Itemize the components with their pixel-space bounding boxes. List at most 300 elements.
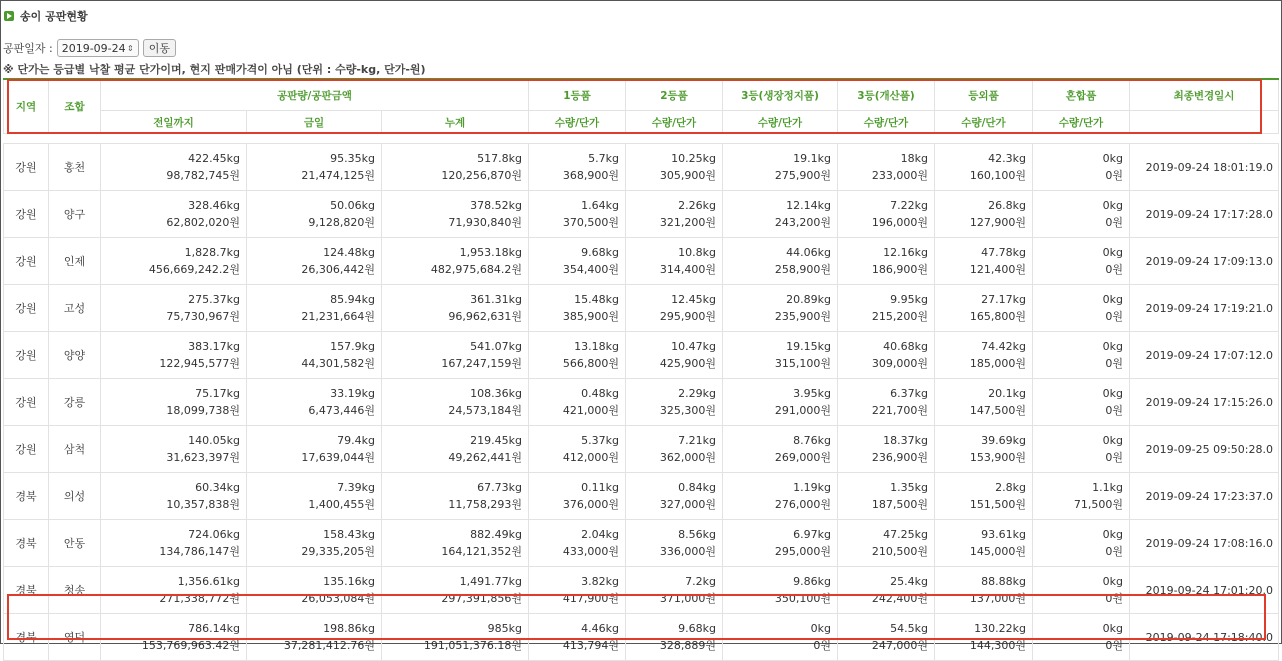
cell-amount: 421,000원 [562, 404, 619, 417]
cell-g2 [626, 426, 723, 473]
cell-g1 [529, 238, 626, 285]
cell-g3a [723, 426, 838, 473]
cell-quantity: 85.94kg [330, 293, 375, 306]
cell-amount: 29,335,205원 [301, 545, 375, 558]
cell-amount: 160,100원 [969, 169, 1026, 182]
header-qty-price: 수량/단가 [529, 111, 626, 134]
cell-quantity: 0kg [1102, 199, 1123, 212]
cell-quantity: 9.68kg [581, 246, 619, 259]
cell-quantity: 8.76kg [793, 434, 831, 447]
cell-g1 [529, 332, 626, 379]
cell-updated: 2019-09-24 17:18:40.0 [1130, 614, 1279, 661]
cell-g1 [529, 285, 626, 332]
cell-amount: 456,669,242.2원 [148, 263, 240, 276]
cell-today [247, 567, 382, 614]
cell-prev [101, 379, 247, 426]
cell-amount: 276,000원 [774, 498, 831, 511]
cell-g2 [626, 332, 723, 379]
cell-amount: 0원 [1105, 169, 1123, 182]
header-qty-price: 수량/단가 [935, 111, 1033, 134]
cell-total [382, 144, 529, 191]
table-row [4, 473, 1279, 520]
cell-updated: 2019-09-24 17:01:20.0 [1130, 567, 1279, 614]
cell-region: 경북 [4, 520, 49, 567]
cell-g3a [723, 332, 838, 379]
cell-quantity: 124.48kg [323, 246, 375, 259]
cell-quantity: 140.05kg [188, 434, 240, 447]
date-label: 공판일자 : [3, 42, 53, 55]
cell-amount: 167,247,159원 [441, 357, 522, 370]
cell-quantity: 985kg [487, 622, 522, 635]
cell-g3a [723, 614, 838, 661]
move-button[interactable]: 이동 [143, 39, 176, 57]
cell-quantity: 88.88kg [981, 575, 1026, 588]
header-qty-price: 수량/단가 [838, 111, 935, 134]
cell-amount: 196,000원 [871, 216, 928, 229]
cell-today [247, 379, 382, 426]
cell-amount: 9,128,820원 [308, 216, 375, 229]
cell-union: 고성 [49, 285, 101, 332]
cell-prev [101, 520, 247, 567]
cell-quantity: 135.16kg [323, 575, 375, 588]
cell-amount: 21,231,664원 [301, 310, 375, 323]
cell-union: 청송 [49, 567, 101, 614]
cell-quantity: 13.18kg [574, 340, 619, 353]
cell-g3b [838, 520, 935, 567]
cell-union: 인제 [49, 238, 101, 285]
cell-amount: 0원 [1105, 310, 1123, 323]
table-row [4, 379, 1279, 426]
cell-prev [101, 567, 247, 614]
page-title: 송이 공판현황 [20, 10, 88, 23]
cell-amount: 325,300원 [659, 404, 716, 417]
table-row [4, 285, 1279, 332]
cell-union: 양구 [49, 191, 101, 238]
cell-quantity: 0.11kg [581, 481, 619, 494]
cell-updated: 2019-09-24 17:19:21.0 [1130, 285, 1279, 332]
cell-total [382, 191, 529, 238]
cell-amount: 242,400원 [871, 592, 928, 605]
cell-off [935, 473, 1033, 520]
cell-g3a [723, 520, 838, 567]
cell-quantity: 541.07kg [470, 340, 522, 353]
cell-quantity: 60.34kg [195, 481, 240, 494]
cell-updated: 2019-09-24 17:17:28.0 [1130, 191, 1279, 238]
cell-today [247, 426, 382, 473]
cell-off [935, 520, 1033, 567]
cell-quantity: 0kg [1102, 528, 1123, 541]
cell-quantity: 786.14kg [188, 622, 240, 635]
cell-amount: 482,975,684.2원 [430, 263, 522, 276]
header-qty-price: 수량/단가 [626, 111, 723, 134]
header-grade1: 1등품 [529, 79, 626, 111]
cell-quantity: 0kg [1102, 152, 1123, 165]
cell-quantity: 47.78kg [981, 246, 1026, 259]
cell-quantity: 54.5kg [890, 622, 928, 635]
cell-g3b [838, 144, 935, 191]
cell-union: 홍천 [49, 144, 101, 191]
cell-quantity: 0kg [1102, 575, 1123, 588]
cell-updated: 2019-09-24 17:09:13.0 [1130, 238, 1279, 285]
header-last-updated: 최종변경일시 [1130, 79, 1279, 111]
header-union: 조합 [49, 79, 101, 134]
cell-quantity: 882.49kg [470, 528, 522, 541]
cell-amount: 151,500원 [969, 498, 1026, 511]
cell-quantity: 9.68kg [678, 622, 716, 635]
header-empty [1130, 111, 1279, 134]
cell-quantity: 3.82kg [581, 575, 619, 588]
date-filter [3, 39, 176, 57]
auction-table [3, 78, 1279, 661]
cell-prev [101, 332, 247, 379]
cell-off [935, 191, 1033, 238]
cell-amount: 370,500원 [562, 216, 619, 229]
cell-g2 [626, 473, 723, 520]
play-bullet-icon [4, 11, 14, 21]
cell-amount: 305,900원 [659, 169, 716, 182]
cell-quantity: 0.84kg [678, 481, 716, 494]
cell-amount: 120,256,870원 [441, 169, 522, 182]
cell-quantity: 25.4kg [890, 575, 928, 588]
cell-amount: 315,100원 [774, 357, 831, 370]
chevron-updown-icon: ⇕ [127, 43, 134, 53]
cell-quantity: 361.31kg [470, 293, 522, 306]
cell-total [382, 473, 529, 520]
cell-amount: 122,945,577원 [159, 357, 240, 370]
table-row [4, 426, 1279, 473]
cell-quantity: 50.06kg [330, 199, 375, 212]
cell-g3a [723, 567, 838, 614]
cell-amount: 417,900원 [562, 592, 619, 605]
cell-quantity: 0kg [1102, 246, 1123, 259]
cell-total [382, 426, 529, 473]
cell-quantity: 20.89kg [786, 293, 831, 306]
cell-quantity: 39.69kg [981, 434, 1026, 447]
cell-quantity: 7.21kg [678, 434, 716, 447]
cell-union: 영덕 [49, 614, 101, 661]
cell-amount: 258,900원 [774, 263, 831, 276]
cell-quantity: 20.1kg [988, 387, 1026, 400]
cell-amount: 0원 [1105, 545, 1123, 558]
cell-amount: 0원 [1105, 639, 1123, 652]
cell-g3a [723, 238, 838, 285]
cell-g3a [723, 473, 838, 520]
cell-amount: 26,306,442원 [301, 263, 375, 276]
header-cumulative: 누계 [382, 111, 529, 134]
cell-amount: 165,800원 [969, 310, 1026, 323]
cell-g3b [838, 332, 935, 379]
cell-quantity: 44.06kg [786, 246, 831, 259]
cell-amount: 291,000원 [774, 404, 831, 417]
cell-amount: 0원 [813, 639, 831, 652]
header-sales-group: 공판량/공판금액 [101, 79, 529, 111]
cell-updated: 2019-09-24 17:23:37.0 [1130, 473, 1279, 520]
cell-amount: 144,300원 [969, 639, 1026, 652]
cell-quantity: 198.86kg [323, 622, 375, 635]
cell-quantity: 18.37kg [883, 434, 928, 447]
header-prev-total: 전일까지 [101, 111, 247, 134]
cell-amount: 0원 [1105, 357, 1123, 370]
cell-amount: 0원 [1105, 216, 1123, 229]
cell-amount: 164,121,352원 [441, 545, 522, 558]
cell-g1 [529, 520, 626, 567]
cell-quantity: 724.06kg [188, 528, 240, 541]
cell-quantity: 79.4kg [337, 434, 375, 447]
cell-quantity: 40.68kg [883, 340, 928, 353]
cell-amount: 96,962,631원 [448, 310, 522, 323]
cell-mix [1033, 473, 1130, 520]
cell-amount: 271,338,772원 [159, 592, 240, 605]
cell-quantity: 378.52kg [470, 199, 522, 212]
cell-quantity: 9.95kg [890, 293, 928, 306]
cell-quantity: 12.16kg [883, 246, 928, 259]
cell-prev [101, 285, 247, 332]
cell-quantity: 10.25kg [671, 152, 716, 165]
cell-amount: 269,000원 [774, 451, 831, 464]
cell-prev [101, 473, 247, 520]
cell-quantity: 1.19kg [793, 481, 831, 494]
cell-quantity: 158.43kg [323, 528, 375, 541]
cell-today [247, 238, 382, 285]
cell-quantity: 0kg [1102, 293, 1123, 306]
cell-g2 [626, 238, 723, 285]
cell-amount: 0원 [1105, 263, 1123, 276]
cell-total [382, 285, 529, 332]
cell-amount: 215,200원 [871, 310, 928, 323]
table-row [4, 520, 1279, 567]
cell-amount: 295,000원 [774, 545, 831, 558]
cell-off [935, 379, 1033, 426]
cell-quantity: 108.36kg [470, 387, 522, 400]
cell-amount: 243,200원 [774, 216, 831, 229]
cell-quantity: 2.29kg [678, 387, 716, 400]
cell-g3b [838, 238, 935, 285]
cell-quantity: 1.1kg [1092, 481, 1123, 494]
cell-quantity: 93.61kg [981, 528, 1026, 541]
header-offgrade: 등외품 [935, 79, 1033, 111]
cell-amount: 425,900원 [659, 357, 716, 370]
cell-amount: 71,930,840원 [448, 216, 522, 229]
cell-g3b [838, 567, 935, 614]
table-row [4, 144, 1279, 191]
cell-amount: 354,400원 [562, 263, 619, 276]
header-region: 지역 [4, 79, 49, 134]
cell-quantity: 12.45kg [671, 293, 716, 306]
header-mixed: 혼합품 [1033, 79, 1130, 111]
cell-quantity: 157.9kg [330, 340, 375, 353]
cell-off [935, 285, 1033, 332]
cell-amount: 186,900원 [871, 263, 928, 276]
cell-amount: 376,000원 [562, 498, 619, 511]
cell-g3b [838, 191, 935, 238]
cell-prev [101, 144, 247, 191]
cell-g1 [529, 144, 626, 191]
cell-quantity: 1,828.7kg [184, 246, 240, 259]
cell-g2 [626, 520, 723, 567]
cell-quantity: 9.86kg [793, 575, 831, 588]
cell-amount: 191,051,376.18원 [423, 639, 522, 652]
cell-quantity: 7.2kg [685, 575, 716, 588]
cell-quantity: 18kg [900, 152, 928, 165]
cell-union: 강릉 [49, 379, 101, 426]
cell-quantity: 0kg [1102, 340, 1123, 353]
cell-amount: 413,794원 [562, 639, 619, 652]
table-body [4, 134, 1279, 661]
cell-quantity: 10.8kg [678, 246, 716, 259]
cell-g1 [529, 379, 626, 426]
cell-mix [1033, 614, 1130, 661]
cell-amount: 297,391,856원 [441, 592, 522, 605]
cell-amount: 137,000원 [969, 592, 1026, 605]
page-header [4, 8, 88, 24]
cell-mix [1033, 285, 1130, 332]
cell-region: 강원 [4, 426, 49, 473]
cell-quantity: 0.48kg [581, 387, 619, 400]
cell-amount: 328,889원 [659, 639, 716, 652]
cell-g3a [723, 144, 838, 191]
cell-amount: 336,000원 [659, 545, 716, 558]
cell-quantity: 12.14kg [786, 199, 831, 212]
cell-quantity: 10.47kg [671, 340, 716, 353]
cell-amount: 433,000원 [562, 545, 619, 558]
cell-amount: 31,623,397원 [166, 451, 240, 464]
cell-quantity: 0kg [810, 622, 831, 635]
table-row [4, 567, 1279, 614]
cell-quantity: 2.04kg [581, 528, 619, 541]
cell-quantity: 0kg [1102, 387, 1123, 400]
cell-amount: 44,301,582원 [301, 357, 375, 370]
cell-amount: 10,357,838원 [166, 498, 240, 511]
cell-amount: 247,000원 [871, 639, 928, 652]
cell-quantity: 1,356.61kg [177, 575, 240, 588]
cell-off [935, 426, 1033, 473]
cell-today [247, 614, 382, 661]
cell-mix [1033, 520, 1130, 567]
cell-region: 경북 [4, 614, 49, 661]
cell-mix [1033, 238, 1130, 285]
cell-amount: 371,000원 [659, 592, 716, 605]
cell-g3b [838, 473, 935, 520]
cell-amount: 0원 [1105, 451, 1123, 464]
cell-amount: 147,500원 [969, 404, 1026, 417]
cell-quantity: 6.97kg [793, 528, 831, 541]
cell-g2 [626, 144, 723, 191]
cell-amount: 210,500원 [871, 545, 928, 558]
table-row [4, 614, 1279, 661]
cell-union: 의성 [49, 473, 101, 520]
cell-quantity: 275.37kg [188, 293, 240, 306]
cell-amount: 566,800원 [562, 357, 619, 370]
cell-amount: 187,500원 [871, 498, 928, 511]
cell-region: 강원 [4, 332, 49, 379]
cell-quantity: 19.15kg [786, 340, 831, 353]
cell-prev [101, 191, 247, 238]
cell-quantity: 74.42kg [981, 340, 1026, 353]
cell-quantity: 0kg [1102, 622, 1123, 635]
cell-off [935, 144, 1033, 191]
cell-today [247, 520, 382, 567]
cell-g3b [838, 379, 935, 426]
cell-amount: 24,573,184원 [448, 404, 522, 417]
cell-amount: 71,500원 [1073, 498, 1123, 511]
cell-updated: 2019-09-24 17:08:16.0 [1130, 520, 1279, 567]
cell-amount: 49,262,441원 [448, 451, 522, 464]
cell-g3b [838, 426, 935, 473]
cell-g3a [723, 285, 838, 332]
cell-quantity: 1,953.18kg [459, 246, 522, 259]
cell-amount: 309,000원 [871, 357, 928, 370]
cell-amount: 350,100원 [774, 592, 831, 605]
cell-amount: 17,639,044원 [301, 451, 375, 464]
header-today: 금일 [247, 111, 382, 134]
cell-amount: 153,769,963.42원 [141, 639, 240, 652]
cell-amount: 321,200원 [659, 216, 716, 229]
cell-union: 양양 [49, 332, 101, 379]
cell-g1 [529, 426, 626, 473]
cell-quantity: 27.17kg [981, 293, 1026, 306]
cell-g1 [529, 473, 626, 520]
cell-updated: 2019-09-24 18:01:19.0 [1130, 144, 1279, 191]
cell-updated: 2019-09-24 17:15:26.0 [1130, 379, 1279, 426]
cell-today [247, 332, 382, 379]
cell-prev [101, 614, 247, 661]
cell-amount: 37,281,412.76원 [283, 639, 375, 652]
cell-total [382, 238, 529, 285]
cell-amount: 153,900원 [969, 451, 1026, 464]
cell-quantity: 7.22kg [890, 199, 928, 212]
cell-amount: 26,053,084원 [301, 592, 375, 605]
cell-amount: 145,000원 [969, 545, 1026, 558]
cell-region: 강원 [4, 191, 49, 238]
date-select[interactable] [57, 39, 139, 57]
cell-total [382, 332, 529, 379]
cell-quantity: 4.46kg [581, 622, 619, 635]
cell-region: 강원 [4, 238, 49, 285]
cell-amount: 236,900원 [871, 451, 928, 464]
cell-quantity: 47.25kg [883, 528, 928, 541]
cell-amount: 0원 [1105, 404, 1123, 417]
cell-mix [1033, 191, 1130, 238]
cell-today [247, 144, 382, 191]
cell-amount: 385,900원 [562, 310, 619, 323]
cell-region: 경북 [4, 473, 49, 520]
cell-total [382, 567, 529, 614]
header-spacer [4, 134, 1279, 144]
cell-quantity: 5.37kg [581, 434, 619, 447]
cell-prev [101, 426, 247, 473]
cell-quantity: 15.48kg [574, 293, 619, 306]
cell-quantity: 422.45kg [188, 152, 240, 165]
cell-amount: 314,400원 [659, 263, 716, 276]
cell-quantity: 19.1kg [793, 152, 831, 165]
cell-g1 [529, 567, 626, 614]
header-grade3-open: 3등(개산품) [838, 79, 935, 111]
header-qty-price: 수량/단가 [1033, 111, 1130, 134]
cell-total [382, 379, 529, 426]
cell-quantity: 95.35kg [330, 152, 375, 165]
header-grade2: 2등품 [626, 79, 723, 111]
cell-off [935, 332, 1033, 379]
cell-quantity: 328.46kg [188, 199, 240, 212]
cell-amount: 62,802,020원 [166, 216, 240, 229]
cell-amount: 185,000원 [969, 357, 1026, 370]
cell-today [247, 473, 382, 520]
cell-g1 [529, 614, 626, 661]
cell-g2 [626, 191, 723, 238]
cell-quantity: 3.95kg [793, 387, 831, 400]
cell-amount: 221,700원 [871, 404, 928, 417]
cell-quantity: 2.8kg [995, 481, 1026, 494]
